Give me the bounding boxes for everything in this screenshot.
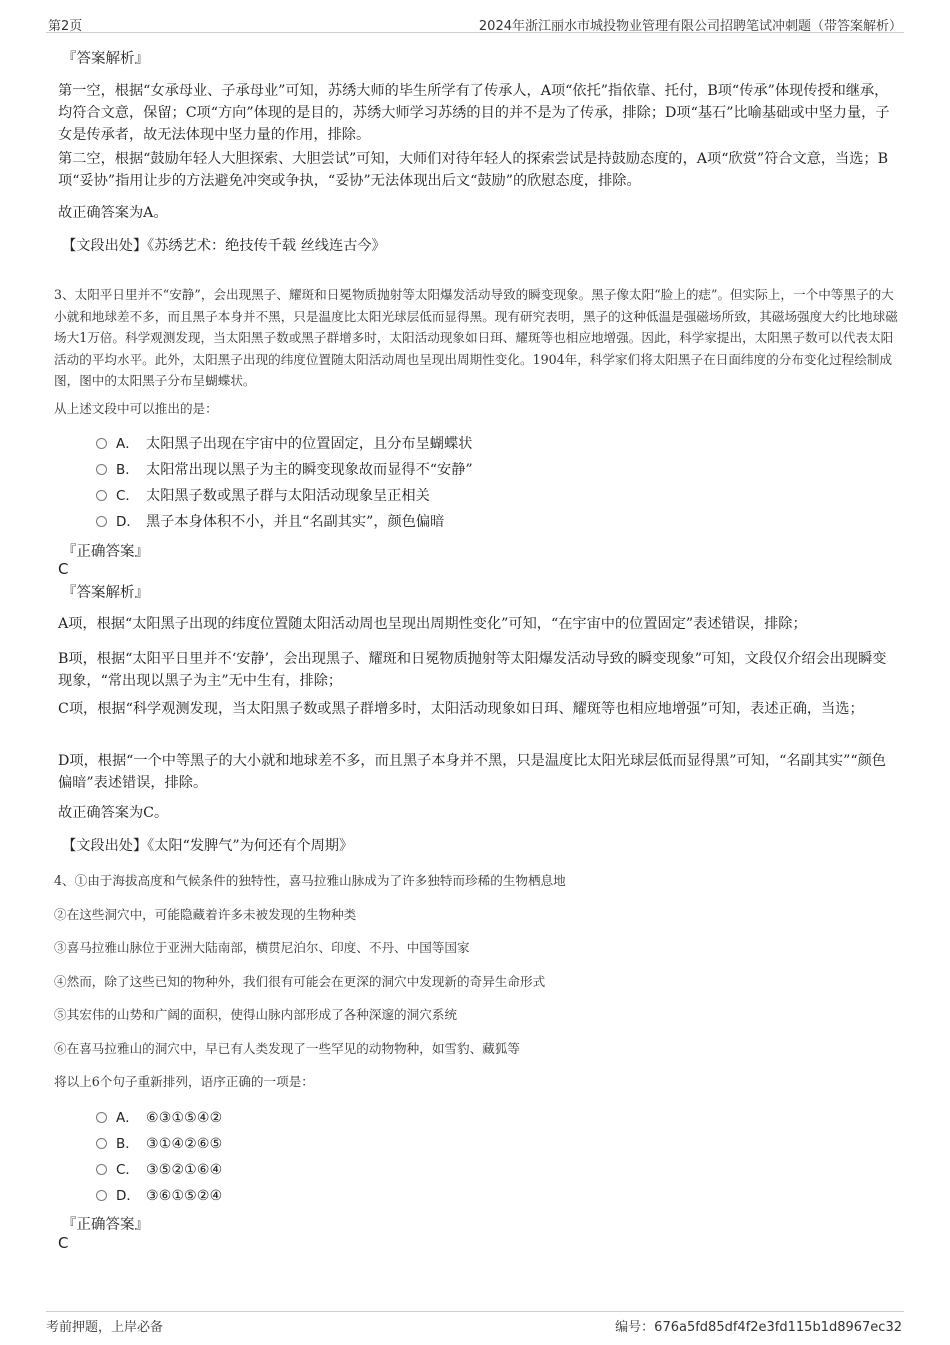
radio-icon[interactable]: [96, 490, 107, 501]
q2-source: 【文段出处】《苏绣艺术：绝技传千载 丝线连古今》: [62, 238, 386, 254]
document-code: 编号：676a5fd85df4f2e3fd115b1d8967ec32: [615, 1320, 902, 1335]
q3-analysis-c: C项，根据“科学观测发现，当太阳黑子数或黑子群增多时，太阳活动现象如日珥、耀斑等也相应地增强”可知，表述正确，当选；: [58, 701, 864, 717]
page-header: [46, 12, 904, 33]
q3-answer: C: [58, 560, 69, 578]
footer-slogan: 考前押题，上岸必备: [46, 1320, 164, 1335]
q3-option-d[interactable]: D． 黑子本身体积不小，并且“名副其实”，颜色偏暗: [96, 511, 444, 533]
q4-sentence-6: ⑥在喜马拉雅山的洞穴中，早已有人类发现了一些罕见的动物物种，如雪豹、藏狐等: [54, 1041, 520, 1056]
document-title: 2024年浙江丽水市城投物业管理有限公司招聘笔试冲刺题（带答案解析）: [478, 19, 902, 34]
q2-analysis-para-2: 第二空，根据“鼓励年轻人大胆探索、大胆尝试”可知，大师们对待年轻人的探索尝试是持鼓励态度的，A项“欣赏”符合文意，当选；B项“妥协”指用让步的方法避免冲突或争执，“妥协”无法体现出后文“鼓励”的欣慰态度，排除。: [58, 151, 889, 189]
q4-option-a[interactable]: A． ⑥③①⑤④②: [96, 1107, 222, 1129]
q3-option-c[interactable]: C． 太阳黑子数或黑子群与太阳活动现象呈正相关: [96, 485, 430, 507]
q3-stem: 3、太阳平日里并不“安静”，会出现黑子、耀斑和日冕物质抛射等太阳爆发活动导致的瞬变现象。黑子像太阳“脸上的痣”。但实际上，一个中等黑子的大小就和地球差不多，而且黑子本身并不黑，只是温度比太阳光球层低而显得黑。现有研究表明，黑子的这种低温是强磁场所致，其磁场强度大约比地球磁场大1万倍。科学观测发现，当太阳黑子数或黑子群增多时，太阳活动现象如日珥、耀斑等也相应地增强。因此，科学家提出，太阳黑子数可以代表太阳活动的平均水平。此外，太阳黑子出现的纬度位置随太阳活动周也呈现出周期性变化。1904年，科学家们将太阳黑子在日面纬度的分布变化过程绘制成图，图中的太阳黑子分布呈蝴蝶状。: [54, 287, 898, 388]
q2-analysis-para-1: 第一空，根据“女承母业、子承母业”可知，苏绣大师的毕生所学有了传承人，A项“依托”指依靠、托付，B项“传承”体现传授和继承，均符合文意，保留；C项“方向”体现的是目的，苏绣大师学习苏绣的目的并不是为了传承，排除；D项“基石”比喻基础或中坚力量，子女是传承者，故无法体现中坚力量的作用，排除。: [58, 83, 890, 143]
q3-analysis-tag: 『答案解析』: [62, 585, 149, 601]
radio-icon[interactable]: [96, 1112, 107, 1123]
q2-analysis-tag: 『答案解析』: [62, 51, 149, 67]
q4-sentence-1: 4、①由于海拔高度和气候条件的独特性，喜马拉雅山脉成为了许多独特而珍稀的生物栖息地: [54, 873, 566, 888]
radio-icon[interactable]: [96, 1190, 107, 1201]
q4-answer: C: [58, 1234, 69, 1252]
radio-icon[interactable]: [96, 1164, 107, 1175]
radio-icon[interactable]: [96, 438, 107, 449]
q2-conclusion: 故正确答案为A。: [58, 205, 168, 221]
q3-analysis-a: A项，根据“太阳黑子出现的纬度位置随太阳活动周也呈现出周期性变化”可知，“在宇宙中的位置固定”表述错误，排除；: [58, 616, 807, 632]
q4-option-b[interactable]: B． ③①④②⑥⑤: [96, 1133, 222, 1155]
q4-sentence-2: ②在这些洞穴中，可能隐藏着许多未被发现的生物种类: [54, 907, 357, 922]
q3-answer-tag: 『正确答案』: [62, 544, 149, 560]
q3-analysis-d: D项，根据“一个中等黑子的大小就和地球差不多，而且黑子本身并不黑，只是温度比太阳光球层低而显得黑”可知，“名副其实”“颜色偏暗”表述错误，排除。: [58, 753, 886, 791]
q4-sentence-3: ③喜马拉雅山脉位于亚洲大陆南部，横贯尼泊尔、印度、不丹、中国等国家: [54, 940, 470, 955]
q4-prompt: 将以上6个句子重新排列，语序正确的一项是：: [54, 1074, 314, 1089]
radio-icon[interactable]: [96, 464, 107, 475]
q3-analysis-b: B项，根据“太阳平日里并不‘安静’，会出现黑子、耀斑和日冕物质抛射等太阳爆发活动导致的瞬变现象”可知，文段仅介绍会出现瞬变现象，“常出现以黑子为主”无中生有，排除；: [58, 651, 887, 689]
q4-option-c[interactable]: C． ③⑤②①⑥④: [96, 1159, 222, 1181]
q3-conclusion: 故正确答案为C。: [58, 805, 169, 821]
q3-option-b[interactable]: B． 太阳常出现以黑子为主的瞬变现象故而显得不“安静”: [96, 459, 473, 481]
q4-option-d[interactable]: D． ③⑥①⑤②④: [96, 1185, 222, 1207]
q3-option-a[interactable]: A． 太阳黑子出现在宇宙中的位置固定，且分布呈蝴蝶状: [96, 433, 472, 455]
q4-sentence-4: ④然而，除了这些已知的物种外，我们很有可能会在更深的洞穴中发现新的奇异生命形式: [54, 974, 546, 989]
page-footer: [46, 1311, 904, 1336]
q4-answer-tag: 『正确答案』: [62, 1217, 149, 1233]
q4-sentence-5: ⑤其宏伟的山势和广阔的面积，使得山脉内部形成了各种深邃的洞穴系统: [54, 1007, 457, 1022]
q3-prompt: 从上述文段中可以推出的是：: [54, 401, 218, 416]
q3-source: 【文段出处】《太阳“发脾气”为何还有个周期》: [62, 838, 354, 854]
page-number: 第2页: [48, 19, 83, 34]
radio-icon[interactable]: [96, 1138, 107, 1149]
radio-icon[interactable]: [96, 516, 107, 527]
